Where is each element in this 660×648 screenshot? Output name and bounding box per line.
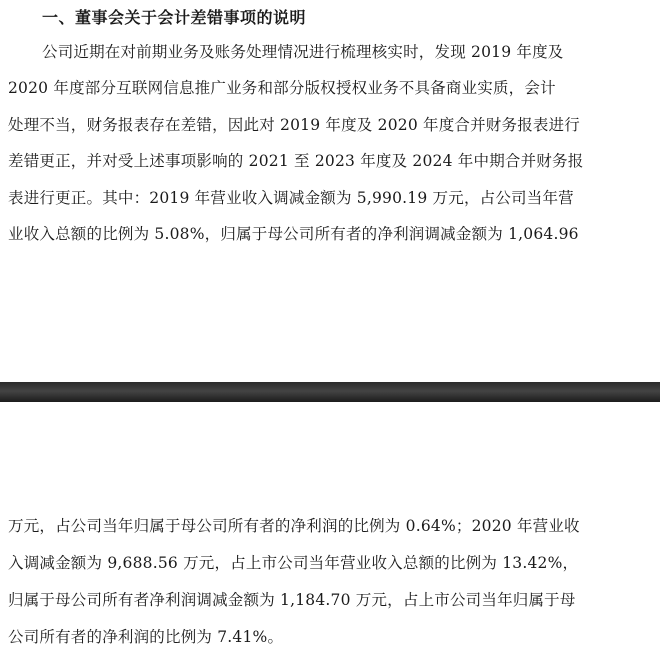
text-line: 表进行更正。其中：2019 年营业收入调减金额为 5,990.19 万元，占公司当年营 — [8, 189, 574, 207]
text-line: 入调减金额为 9,688.56 万元，占上市公司当年营业收入总额的比例为 13.42%， — [8, 554, 579, 572]
text-line: 归属于母公司所有者净利润调减金额为 1,184.70 万元，占上市公司当年归属于母 — [8, 591, 576, 609]
text-line: 万元，占公司当年归属于母公司所有者的净利润的比例为 0.64%；2020 年营业收 — [8, 517, 580, 535]
text-line: 公司所有者的净利润的比例为 7.41%。 — [8, 628, 284, 646]
text-line: 业收入总额的比例为 5.08%，归属于母公司所有者的净利润调减金额为 1,064.96 — [8, 225, 579, 243]
text-line: 处理不当，财务报表存在差错，因此对 2019 年度及 2020 年度合并财务报表进行 — [8, 116, 581, 134]
page-divider — [0, 382, 660, 402]
text-line: 2020 年度部分互联网信息推广业务和部分版权授权业务不具备商业实质，会计 — [8, 79, 556, 97]
text-line: 公司近期在对前期业务及账务处理情况进行梳理核实时，发现 2019 年度及 — [42, 43, 564, 61]
text-line: 差错更正，并对受上述事项影响的 2021 至 2023 年度及 2024 年中期合并财务报 — [8, 152, 584, 170]
section-heading: 一、董事会关于会计差错事项的说明 — [42, 8, 307, 27]
